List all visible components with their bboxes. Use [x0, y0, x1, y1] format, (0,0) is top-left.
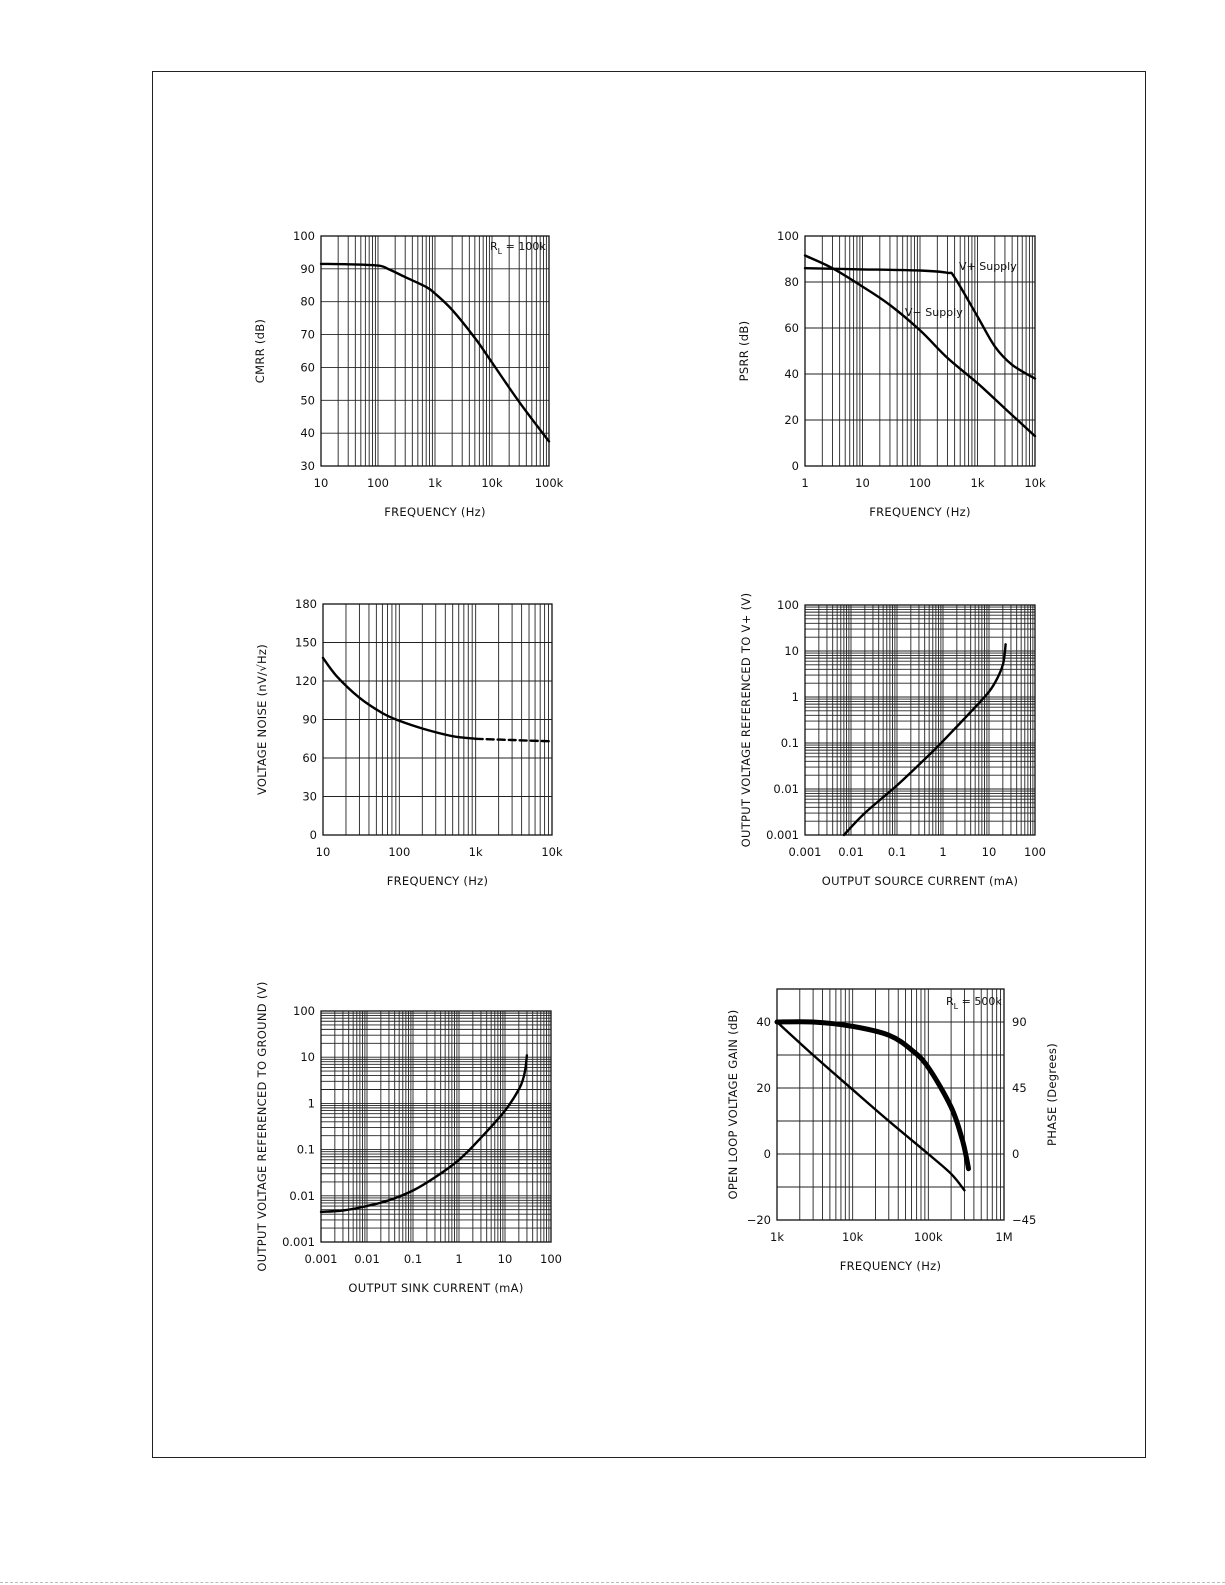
y-tick-label: 0.1: [780, 736, 799, 750]
x-tick-label: 10k: [481, 476, 503, 490]
x-tick-label: 1: [801, 476, 809, 490]
y-tick-label: 150: [295, 635, 317, 650]
y-tick-label: 60: [300, 360, 315, 375]
x-tick-label: 1M: [995, 1230, 1013, 1244]
x-tick-label: 10k: [1024, 476, 1046, 490]
y2-tick-label: 45: [1012, 1081, 1027, 1095]
y-axis-label: OPEN LOOP VOLTAGE GAIN (dB): [726, 1009, 740, 1200]
y2-tick-label: 90: [1012, 1015, 1027, 1029]
y-tick-label: 90: [300, 261, 315, 276]
y-tick-label: 1: [791, 690, 799, 704]
phase-series-line: [777, 1022, 969, 1169]
y-axis-label: CMRR (dB): [253, 318, 267, 384]
y-tick-label: 80: [300, 294, 315, 309]
y-tick-label: 40: [300, 426, 315, 441]
y-tick-label: 20: [784, 413, 799, 427]
y2-tick-label: 0: [1012, 1147, 1020, 1161]
y-tick-label: 0.01: [289, 1188, 315, 1203]
y-tick-label: 10: [784, 644, 799, 658]
gain-series-line: [777, 1022, 964, 1190]
y2-axis-label: PHASE (Degrees): [1045, 1043, 1059, 1146]
x-tick-label: 10k: [541, 845, 563, 859]
x-tick-label: 1k: [428, 476, 442, 490]
y-tick-label: 0: [791, 459, 799, 473]
x-tick-label: 1: [939, 845, 947, 859]
y-tick-label: 180: [295, 597, 317, 611]
x-tick-label: 100k: [534, 476, 564, 490]
y-axis-label: OUTPUT VOLTAGE REFERENCED TO V+ (V): [739, 592, 753, 848]
y-tick-label: 0.1: [296, 1142, 315, 1157]
x-tick-label: 100: [540, 1252, 562, 1266]
x-tick-label: 10: [855, 476, 870, 490]
y-tick-label: 100: [777, 598, 799, 612]
x-tick-label: 1k: [970, 476, 985, 490]
x-tick-label: 100: [388, 845, 411, 859]
y-tick-label: 90: [302, 712, 317, 727]
x-tick-label: 10: [313, 476, 329, 490]
y-tick-label: 50: [300, 393, 315, 408]
y-tick-label: 0.01: [773, 782, 799, 796]
y-axis-label: PSRR (dB): [737, 320, 751, 382]
v-minus-supply-label: V− Supply: [905, 306, 963, 319]
y-tick-label: 60: [784, 321, 799, 335]
y-tick-label: 40: [756, 1015, 771, 1029]
y-tick-label: 30: [302, 789, 317, 804]
x-axis-label: FREQUENCY (Hz): [386, 874, 489, 888]
x-tick-label: 0.1: [887, 845, 907, 859]
x-axis-label: FREQUENCY (Hz): [869, 505, 971, 519]
y-axis-label: OUTPUT VOLTAGE REFERENCED TO GROUND (V): [255, 981, 269, 1272]
y-tick-label: 10: [300, 1050, 315, 1065]
x-axis-label: OUTPUT SOURCE CURRENT (mA): [821, 874, 1019, 888]
x-tick-label: 1k: [468, 845, 483, 859]
x-tick-label: 100: [1024, 845, 1046, 859]
rl-annotation: $R_L = 100k$: [490, 240, 546, 256]
y-tick-label: 0.001: [282, 1235, 315, 1249]
x-tick-label: 0.001: [304, 1252, 338, 1266]
y-tick-label: −20: [746, 1213, 771, 1227]
y-tick-label: 0.001: [766, 828, 799, 842]
y-tick-label: 40: [784, 367, 799, 381]
x-tick-label: 0.1: [403, 1252, 423, 1266]
x-tick-label: 10: [981, 845, 997, 859]
y-tick-label: 70: [300, 327, 315, 342]
x-axis-label: FREQUENCY (Hz): [839, 1259, 942, 1273]
x-tick-label: 100: [367, 476, 389, 490]
y-tick-label: 100: [293, 1004, 315, 1018]
x-tick-label: 100k: [914, 1230, 943, 1244]
x-tick-label: 0.001: [788, 845, 822, 859]
y-tick-label: 0: [309, 828, 317, 842]
v-plus-supply-label: V+ Supply: [959, 260, 1017, 273]
y-tick-label: 100: [293, 229, 315, 243]
y-axis-label: VOLTAGE NOISE (nV/√Hz): [255, 643, 269, 796]
y2-tick-label: −45: [1012, 1213, 1037, 1227]
x-tick-label: 100: [909, 476, 931, 490]
x-tick-label: 0.01: [838, 845, 864, 859]
y-tick-label: 0: [763, 1147, 771, 1161]
y-tick-label: 60: [302, 751, 317, 765]
y-tick-label: 80: [784, 275, 799, 289]
y-tick-label: 20: [756, 1081, 771, 1095]
y-tick-label: 100: [777, 229, 799, 243]
x-axis-label: FREQUENCY (Hz): [384, 505, 486, 519]
x-axis-label: OUTPUT SINK CURRENT (mA): [348, 1281, 524, 1295]
x-tick-label: 10: [497, 1252, 513, 1266]
rl-annotation: $R_L = 500k$: [946, 995, 1002, 1011]
x-tick-label: 10: [315, 845, 331, 859]
x-tick-label: 1k: [770, 1230, 784, 1244]
x-tick-label: 10k: [842, 1230, 864, 1244]
x-tick-label: 1: [455, 1252, 463, 1266]
y-tick-label: 1: [307, 1096, 315, 1111]
y-tick-label: 30: [300, 459, 315, 473]
x-tick-label: 0.01: [354, 1252, 380, 1266]
y-tick-label: 120: [295, 674, 317, 688]
